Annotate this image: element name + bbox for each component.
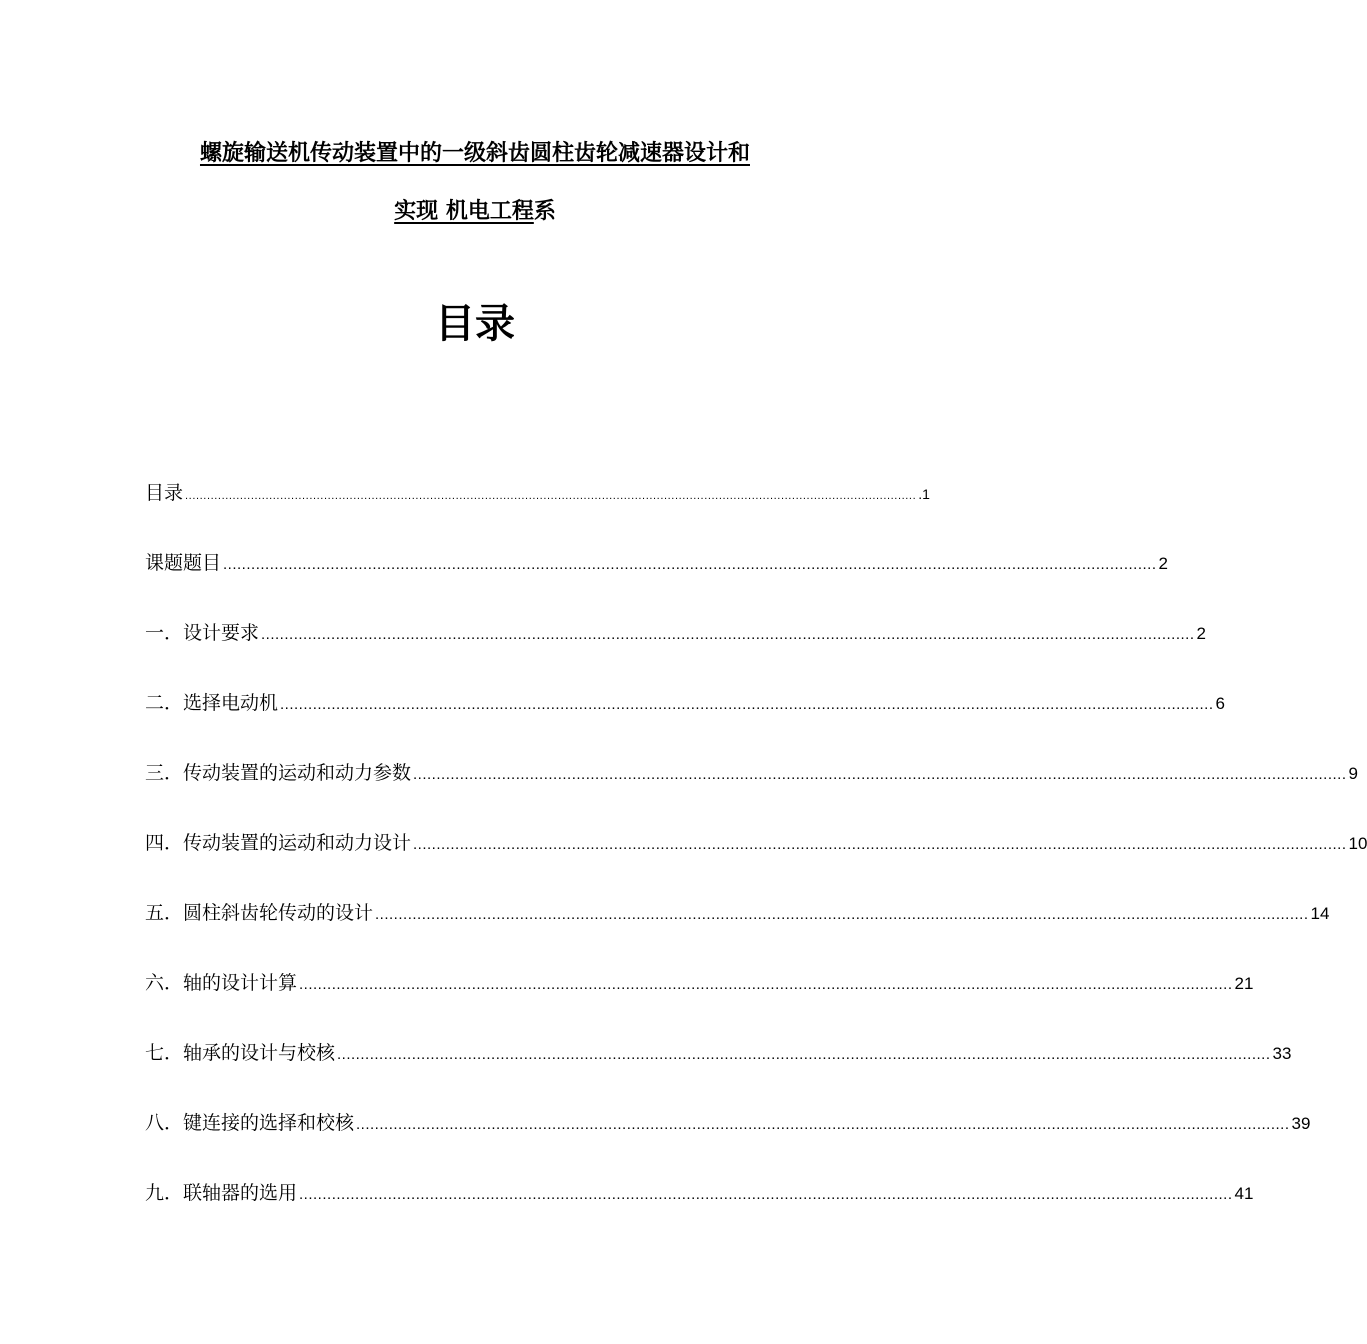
toc-entry[interactable]: [145, 1178, 1254, 1208]
toc-entry[interactable]: [145, 1038, 1292, 1068]
document-title-line-2: [0, 196, 950, 226]
toc-entry-label: 五．圆柱斜齿轮传动的设计: [145, 902, 374, 924]
toc-entry[interactable]: [145, 618, 1206, 648]
toc-entry-page: 21: [1234, 974, 1254, 993]
toc-entry-page: 33: [1272, 1044, 1292, 1063]
toc-entry-label: 九．联轴器的选用: [145, 1182, 298, 1204]
toc-entry[interactable]: [145, 828, 1367, 858]
toc-heading: 目录: [435, 301, 515, 347]
toc-entry-page: 9: [1348, 764, 1358, 783]
toc-entry[interactable]: [145, 898, 1330, 928]
toc-entry-label: 一．设计要求: [145, 622, 260, 644]
toc-entry-page: 6: [1215, 694, 1225, 713]
toc-entry-label: 三．传动装置的运动和动力参数: [145, 762, 412, 784]
toc-leader-dots: ........................................................................................................................................................................................................: [375, 906, 1309, 923]
toc-entry-page: 41: [1234, 1184, 1254, 1203]
title-line-2-rest: 系: [533, 198, 556, 224]
title-line-1-text: 螺旋输送机传动装置中的一级斜齿圆柱齿轮减速器设计和: [199, 140, 750, 166]
toc-leader-dots: ........................................................................................................................................................................................................: [261, 626, 1195, 643]
toc-leader-dots: ........................................................................................................................................................................................................: [299, 1186, 1233, 1203]
toc-entry-page: 10: [1348, 834, 1367, 853]
toc-entry[interactable]: [145, 548, 1168, 578]
toc-entry[interactable]: [145, 1108, 1311, 1138]
toc-leader-dots: ........................................................................................................................................................................................................: [413, 766, 1347, 783]
toc-entry-label: 六．轴的设计计算: [145, 972, 298, 994]
toc-entry-page: .1: [918, 486, 930, 502]
document-title-line-1: [0, 138, 950, 168]
toc-leader-dots: ........................................................................................................................................................................................................: [280, 696, 1214, 713]
toc-entry[interactable]: [145, 688, 1225, 718]
toc-entry-label: 八．键连接的选择和校核: [145, 1112, 355, 1134]
toc-leader-dots: ........................................................................................................................................................................................................: [299, 976, 1233, 993]
title-line-2-underlined: 实现 机电工程: [394, 198, 534, 224]
toc-entry-label: 课题题目: [145, 552, 222, 574]
toc-leader-dots: ........................................................................................................................................................................................................: [337, 1046, 1271, 1063]
toc-entry-label: 目录: [145, 482, 184, 504]
toc-entry-page: 14: [1310, 904, 1330, 923]
toc-entry[interactable]: [145, 968, 1254, 998]
toc-leader-dots: ........................................................................................................................................................................................................: [185, 490, 917, 502]
toc-entry-label: 四．传动装置的运动和动力设计: [145, 832, 412, 854]
toc-leader-dots: ........................................................................................................................................................................................................: [356, 1116, 1290, 1133]
toc-entry-page: 39: [1291, 1114, 1311, 1133]
toc-entry[interactable]: [145, 478, 930, 508]
toc-entry-page: 2: [1196, 624, 1206, 643]
toc-leader-dots: ........................................................................................................................................................................................................: [223, 556, 1157, 573]
toc-entry[interactable]: [145, 758, 1358, 788]
toc-entry-label: 七．轴承的设计与校核: [145, 1042, 336, 1064]
toc-entry-label: 二．选择电动机: [145, 692, 279, 714]
toc-entry-page: 2: [1158, 554, 1168, 573]
toc-leader-dots: ........................................................................................................................................................................................................: [413, 836, 1347, 853]
